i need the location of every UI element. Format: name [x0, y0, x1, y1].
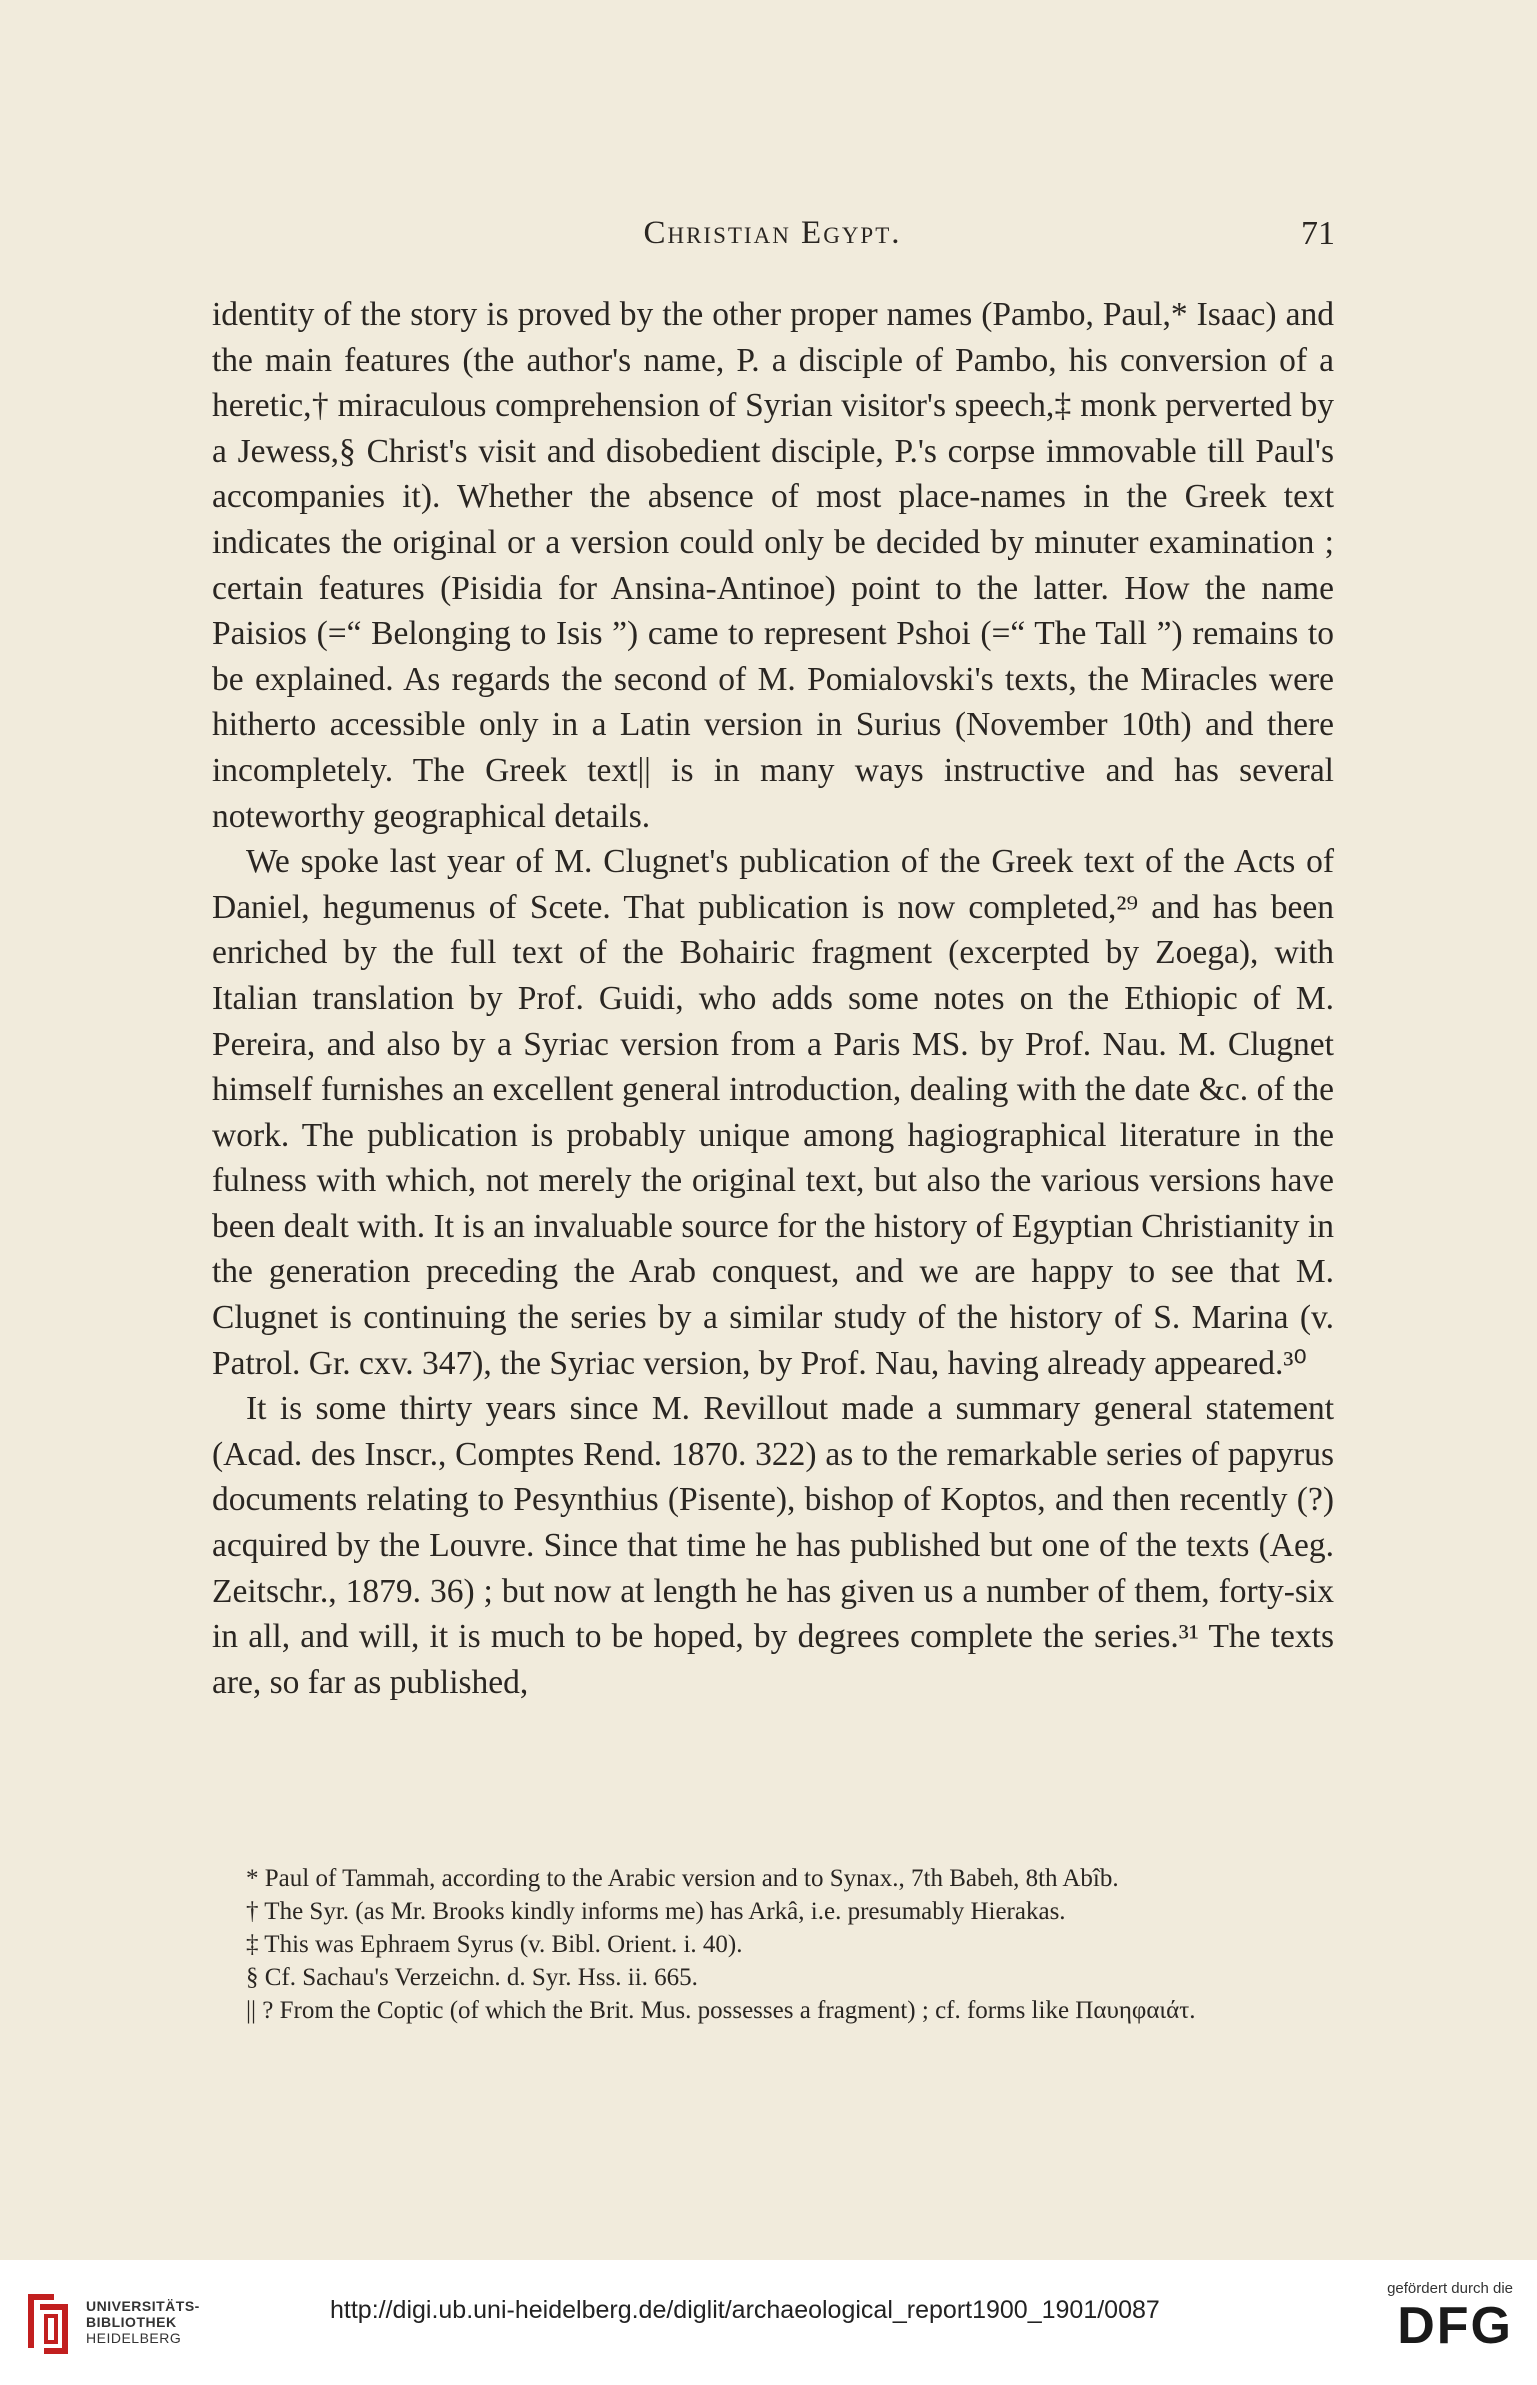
footnote: ‡ This was Ephraem Syrus (v. Bibl. Orient. i. 40).: [246, 1931, 743, 1958]
footnote: § Cf. Sachau's Verzeichn. d. Syr. Hss. ii. 665.: [246, 1964, 698, 1991]
footnotes: [212, 1862, 1334, 2027]
library-line: UNIVERSITÄTS-: [86, 2298, 200, 2314]
dfg-block[interactable]: [1373, 2280, 1513, 2355]
paragraph: We spoke last year of M. Clugnet's publication of the Greek text of the Acts of Daniel, hegumenus of Scete. That publication is now completed,²⁹ and has been enriched by the full text of the Bohairic fragment (excerpted by Zoega), with Italian translation by Prof. Guidi, who adds some notes on the Ethiopic of M. Pereira, and also by a Syriac version from a Paris MS. by Prof. Nau. M. Clugnet himself furnishes an excellent general introduction, dealing with the date &c. of the work. The publication is probably unique among hagiographical literature in the fulness with which, not merely the original text, but also the various versions have been dealt with. It is an invaluable source for the history of Egyptian Christianity in the generation preceding the Arab conquest, and we are happy to see that M. Clugnet is continuing the series by a similar study of the history of S. Marina (v. Patrol. Gr. cxv. 347), the Syriac version, by Prof. Nau, having already appeared.³⁰: [212, 843, 1334, 1382]
library-line: HEIDELBERG: [86, 2330, 182, 2346]
footnote: * Paul of Tammah, according to the Arabic version and to Synax., 7th Babeh, 8th Abîb.: [246, 1865, 1119, 1892]
running-header: [210, 215, 1335, 259]
paragraph: It is some thirty years since M. Revillout made a summary general statement (Acad. des Inscr., Comptes Rend. 1870. 322) as to the remarkable series of papyrus documents relating to Pesynthius (Pisente), bishop of Koptos, and then recently (?) acquired by the Louvre. Since that time he has published but one of the texts (Aeg. Zeitschr., 1879. 36) ; but now at length he has given us a number of them, forty-six in all, and will, it is much to be hoped, by degrees complete the series.³¹ The texts are, so far as published,: [212, 1390, 1334, 1701]
library-emblem-icon: [24, 2288, 76, 2360]
body-text: [212, 292, 1334, 1705]
page-number: 71: [1301, 215, 1335, 252]
library-name: [86, 2298, 200, 2346]
funding-note: gefördert durch die: [1387, 2280, 1513, 2297]
permalink-url[interactable]: http://digi.ub.uni-heidelberg.de/diglit/archaeological_report1900_1901/0087: [330, 2296, 1160, 2324]
paragraph: identity of the story is proved by the other proper names (Pambo, Paul,* Isaac) and the main features (the author's name, P. a disciple of Pambo, his conversion of a heretic,† miraculous comprehension of Syrian visitor's speech,‡ monk perverted by a Jewess,§ Christ's visit and disobedient disciple, P.'s corpse immovable till Paul's accompanies it). Whether the absence of most place-names in the Greek text indicates the original or a version could only be decided by minuter examination ; certain features (Pisidia for Ansina-Antinoe) point to the latter. How the name Paisios (=“ Belonging to Isis ”) came to represent Pshoi (=“ The Tall ”) remains to be explained. As regards the second of M. Pomialovski's texts, the Miracles were hitherto accessible only in a Latin version in Surius (November 10th) and there incompletely. The Greek text|| is in many ways instructive and has several noteworthy geographical details.: [212, 296, 1334, 835]
footnote: || ? From the Coptic (of which the Brit. Mus. possesses a fragment) ; cf. forms like Παυηφαιάτ.: [246, 1997, 1196, 2024]
running-title: Christian Egypt.: [643, 215, 902, 251]
digitization-footer: [0, 2260, 1537, 2385]
footnote: † The Syr. (as Mr. Brooks kindly informs me) has Arkâ, i.e. presumably Hierakas.: [246, 1898, 1066, 1925]
dfg-logo: DFG: [1397, 2297, 1513, 2355]
library-line: BIBLIOTHEK: [86, 2314, 177, 2330]
library-logo[interactable]: [24, 2288, 214, 2368]
